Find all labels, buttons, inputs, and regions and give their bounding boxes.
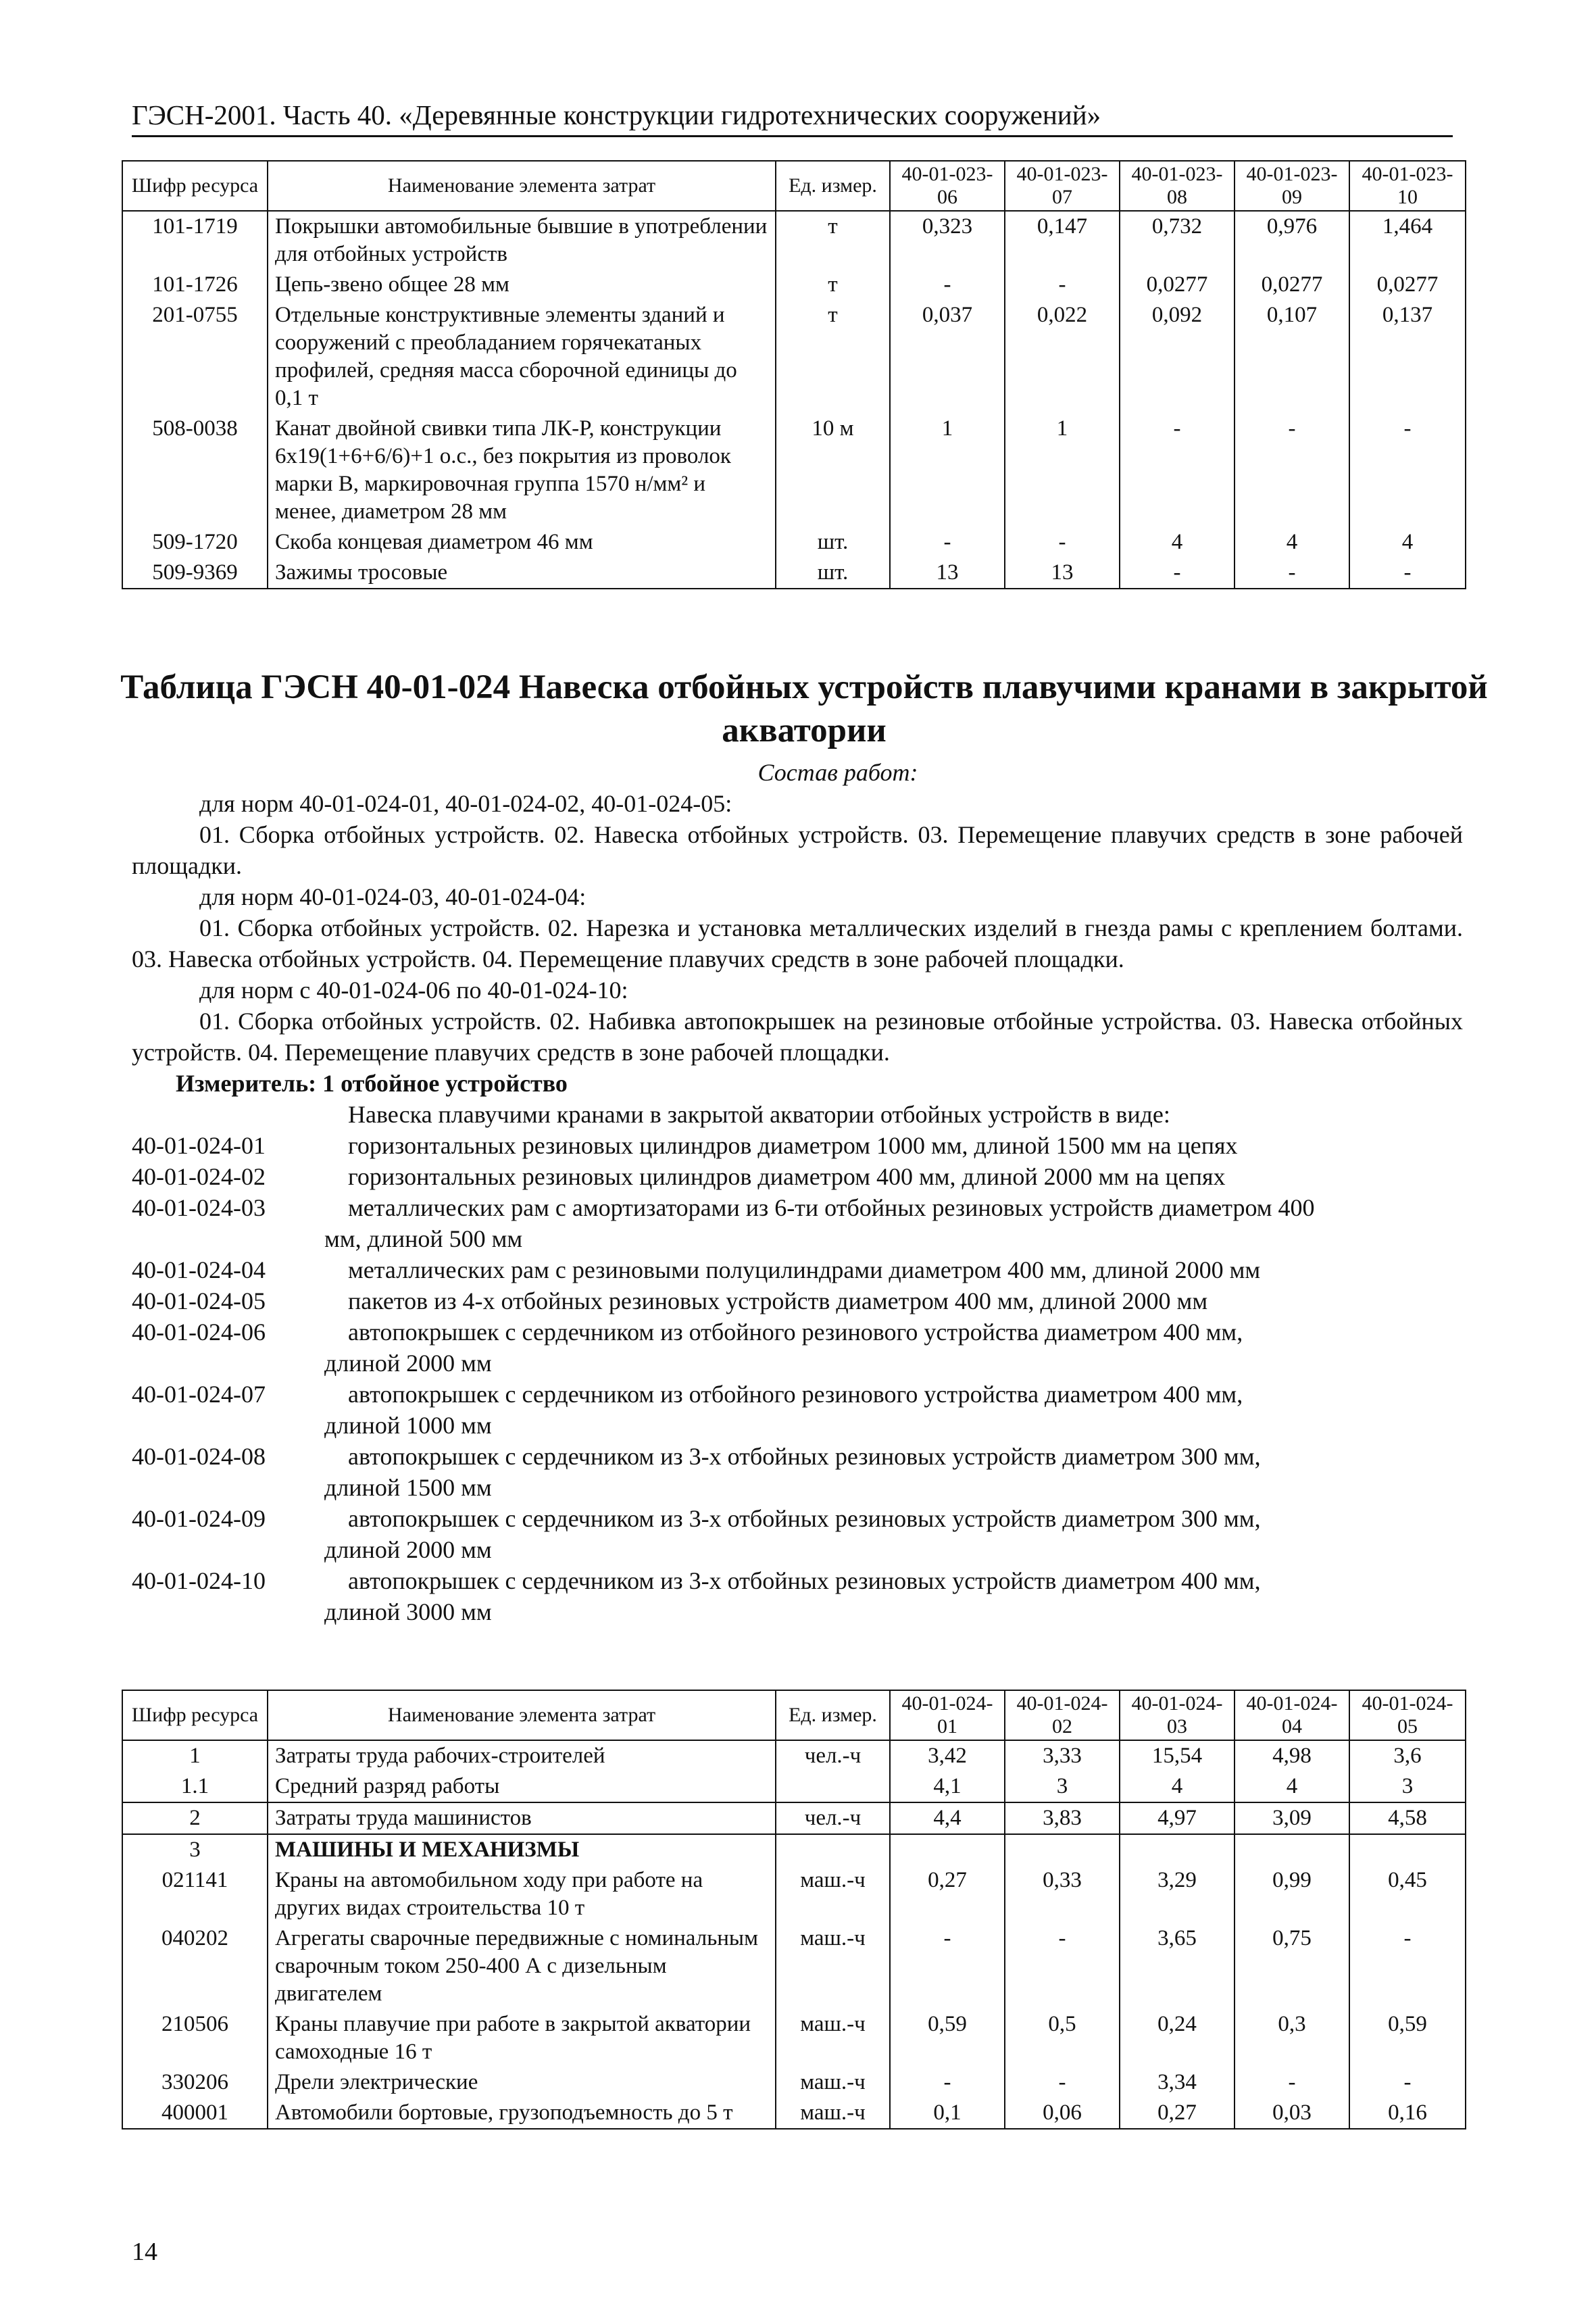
header-norm: 40-01-024-01 [890,1690,1005,1740]
composition-block [132,757,1463,1627]
section-title: Таблица ГЭСН 40-01-024 Навеска отбойных устройств плавучими кранами в закрытой акватории [120,668,1488,749]
cell-value: 0,323 [890,211,1005,270]
norm-desc: горизонтальных резиновых цилиндров диаметром 1000 мм, длиной 1500 мм на цепях [348,1132,1238,1159]
cell-value: - [1005,1923,1120,2009]
norm-desc-cont: длиной 2000 мм [324,1536,492,1563]
cell-value: 0,24 [1120,2009,1235,2067]
table-row [122,2067,1466,2098]
norm-code: 40-01-024-07 [132,1381,266,1408]
cell-code: 330206 [122,2067,268,2098]
cell-value: 1 [1005,414,1120,527]
cell-name: Средний разряд работы [268,1771,776,1802]
cell-code: 201-0755 [122,300,268,414]
norm-code: 40-01-024-05 [132,1287,266,1314]
resource-table-024 [122,1690,1466,2130]
norm-code: 40-01-024-03 [132,1194,266,1221]
cell-value: 3,6 [1349,1740,1466,1771]
cell-value: 0,59 [890,2009,1005,2067]
norm-desc-cont: мм, длиной 500 мм [324,1225,523,1252]
norm-item [132,1379,1463,1441]
cell-value: 0,27 [890,1865,1005,1923]
cell-value: 0,037 [890,300,1005,414]
header-name: Наименование элемента затрат [268,1690,776,1740]
composition-heading: Состав работ: [757,759,918,786]
cell-value: - [1235,2067,1349,2098]
cell-name: МАШИНЫ И МЕХАНИЗМЫ [268,1834,776,1865]
cell-unit: маш.-ч [776,1923,890,2009]
header-norm: 40-01-024-02 [1005,1690,1120,1740]
cell-code: 040202 [122,1923,268,2009]
cell-value: - [1005,527,1120,558]
cell-value: 3,09 [1235,1802,1349,1834]
cell-value: 0,06 [1005,2098,1120,2129]
norm-desc: автопокрышек с сердечником из 3-х отбойных резиновых устройств диаметром 400 мм, [348,1567,1261,1594]
cell-name: Дрели электрические [268,2067,776,2098]
header-norm: 40-01-024-04 [1235,1690,1349,1740]
norm-code: 40-01-024-04 [132,1256,266,1283]
cell-unit: чел.-ч [776,1740,890,1771]
cell-unit: 10 м [776,414,890,527]
cell-value: 3,65 [1120,1923,1235,2009]
cell-unit: маш.-ч [776,2098,890,2129]
cell-code: 509-1720 [122,527,268,558]
cell-value: 0,137 [1349,300,1466,414]
cell-name: Краны на автомобильном ходу при работе на других видах строительства 10 т [268,1865,776,1923]
cell-code: 2 [122,1802,268,1834]
cell-value [1235,1834,1349,1865]
cell-value: 0,3 [1235,2009,1349,2067]
cell-code: 1.1 [122,1771,268,1802]
running-header: ГЭСН-2001. Часть 40. «Деревянные конструкции гидротехнических сооружений» [132,99,1453,137]
cell-value: - [890,527,1005,558]
table-row [122,1865,1466,1923]
cell-unit: т [776,270,890,300]
cell-value: 0,5 [1005,2009,1120,2067]
cell-value: 0,092 [1120,300,1235,414]
cell-value: 0,16 [1349,2098,1466,2129]
norm-desc: автопокрышек с сердечником из 3-х отбойных резиновых устройств диаметром 300 мм, [348,1443,1261,1470]
norm-code: 40-01-024-01 [132,1132,266,1159]
cell-value: 3,42 [890,1740,1005,1771]
table-row [122,1834,1466,1865]
cell-value: 0,107 [1235,300,1349,414]
cell-value: - [1235,414,1349,527]
cell-unit: чел.-ч [776,1802,890,1834]
resource-table-023 [122,160,1466,589]
cell-value: - [1349,414,1466,527]
norm-desc: металлических рам с амортизаторами из 6-ти отбойных резиновых устройств диаметром 400 [348,1194,1315,1221]
cell-value: 1,464 [1349,211,1466,270]
cell-value: - [1120,414,1235,527]
cell-name: Канат двойной свивки типа ЛК-Р, конструкции 6х19(1+6+6/6)+1 о.с., без покрытия из проволок марки В, маркировочная группа 1570 н/мм² и менее, диаметром 28 мм [268,414,776,527]
norm-code: 40-01-024-06 [132,1319,266,1346]
norm-item [132,1565,1463,1627]
group-label: для норм 40-01-024-03, 40-01-024-04: [199,883,587,910]
header-norm: 40-01-024-05 [1349,1690,1466,1740]
table-header-row [122,161,1466,211]
header-unit: Ед. измер. [776,161,890,211]
table-row [122,211,1466,270]
norm-code: 40-01-024-02 [132,1163,266,1190]
cell-name: Затраты труда машинистов [268,1802,776,1834]
cell-code: 3 [122,1834,268,1865]
cell-value [1349,1834,1466,1865]
cell-name: Затраты труда рабочих-строителей [268,1740,776,1771]
cell-unit: т [776,300,890,414]
table-row [122,2009,1466,2067]
norm-desc-cont: длиной 1000 мм [324,1412,492,1439]
cell-value: 0,976 [1235,211,1349,270]
cell-code: 101-1726 [122,270,268,300]
cell-name: Зажимы тросовые [268,558,776,589]
cell-value: - [890,1923,1005,2009]
cell-value: 3,33 [1005,1740,1120,1771]
cell-value: 0,732 [1120,211,1235,270]
cell-value [1005,1834,1120,1865]
table-row [122,414,1466,527]
group-label: для норм 40-01-024-01, 40-01-024-02, 40-01-024-05: [199,790,732,817]
cell-value: 4,4 [890,1802,1005,1834]
cell-value: 0,45 [1349,1865,1466,1923]
group-label: для норм с 40-01-024-06 по 40-01-024-10: [199,977,628,1004]
cell-value: 4,58 [1349,1802,1466,1834]
norm-item [132,1503,1463,1565]
page-number: 14 [132,2238,157,2266]
group-text: 01. Сборка отбойных устройств. 02. Навеска отбойных устройств. 03. Перемещение плавучих средств в зоне рабочей площадки. [132,821,1463,879]
norms-intro: Навеска плавучими кранами в закрытой акватории отбойных устройств в виде: [348,1101,1170,1128]
cell-value: - [1005,2067,1120,2098]
header-code: Шифр ресурса [122,1690,268,1740]
norm-desc-cont: длиной 2000 мм [324,1350,492,1377]
header-norm: 40-01-023-07 [1005,161,1120,211]
cell-value: 15,54 [1120,1740,1235,1771]
cell-value [1120,1834,1235,1865]
table-header-row [122,1690,1466,1740]
cell-value: 13 [1005,558,1120,589]
header-code: Шифр ресурса [122,161,268,211]
header-name: Наименование элемента затрат [268,161,776,211]
table-row [122,270,1466,300]
table-row [122,1802,1466,1834]
cell-unit: маш.-ч [776,2067,890,2098]
table-row [122,527,1466,558]
group-text: 01. Сборка отбойных устройств. 02. Нарезка и установка металлических изделий в гнезда рамы с креплением болтами. 03. Навеска отбойных устройств. 04. Перемещение плавучих средств в зоне рабочей площадки. [132,914,1463,973]
cell-value: 0,147 [1005,211,1120,270]
norm-desc: пакетов из 4-х отбойных резиновых устройств диаметром 400 мм, длиной 2000 мм [348,1287,1208,1314]
norm-item [132,1130,1463,1161]
cell-code: 021141 [122,1865,268,1923]
cell-name: Автомобили бортовые, грузоподъемность до 5 т [268,2098,776,2129]
cell-name: Краны плавучие при работе в закрытой акватории самоходные 16 т [268,2009,776,2067]
cell-code: 101-1719 [122,211,268,270]
norm-desc-cont: длиной 3000 мм [324,1598,492,1625]
norm-item [132,1285,1463,1316]
table-row [122,558,1466,589]
cell-value: 4,97 [1120,1802,1235,1834]
header-norm: 40-01-023-10 [1349,161,1466,211]
cell-unit [776,1771,890,1802]
norm-code: 40-01-024-08 [132,1443,266,1470]
cell-value: 1 [890,414,1005,527]
cell-value: 3,29 [1120,1865,1235,1923]
norm-code: 40-01-024-09 [132,1505,266,1532]
norm-item [132,1192,1463,1254]
cell-value: - [1235,558,1349,589]
cell-value: 0,33 [1005,1865,1120,1923]
cell-value: 0,022 [1005,300,1120,414]
cell-value: - [1005,270,1120,300]
cell-value [890,1834,1005,1865]
cell-value: 4 [1235,527,1349,558]
table-row [122,300,1466,414]
norm-item [132,1316,1463,1379]
cell-unit: маш.-ч [776,1865,890,1923]
norm-desc: автопокрышек с сердечником из 3-х отбойных резиновых устройств диаметром 300 мм, [348,1505,1261,1532]
cell-name: Цепь-звено общее 28 мм [268,270,776,300]
cell-value: 0,0277 [1120,270,1235,300]
table-row [122,2098,1466,2129]
cell-value: 4 [1120,527,1235,558]
cell-value: - [1349,2067,1466,2098]
cell-value: 0,0277 [1349,270,1466,300]
header-norm: 40-01-023-09 [1235,161,1349,211]
cell-value: 0,99 [1235,1865,1349,1923]
cell-value: 4 [1349,527,1466,558]
norm-desc: автопокрышек с сердечником из отбойного резинового устройства диаметром 400 мм, [348,1319,1243,1346]
cell-value: 0,59 [1349,2009,1466,2067]
measure-unit: Измеритель: 1 отбойное устройство [176,1070,568,1097]
norm-code: 40-01-024-10 [132,1567,266,1594]
norm-item [132,1254,1463,1285]
cell-value: 13 [890,558,1005,589]
cell-name: Покрышки автомобильные бывшие в употреблении для отбойных устройств [268,211,776,270]
cell-value: 4 [1235,1771,1349,1802]
cell-unit: маш.-ч [776,2009,890,2067]
cell-unit: т [776,211,890,270]
cell-value: 4,1 [890,1771,1005,1802]
cell-value: 3,83 [1005,1802,1120,1834]
cell-value: 0,75 [1235,1923,1349,2009]
cell-name: Отдельные конструктивные элементы зданий и сооружений с преобладанием горячекатаных профилей, средняя масса сборочной единицы до 0,1 т [268,300,776,414]
cell-code: 400001 [122,2098,268,2129]
cell-value: - [890,2067,1005,2098]
cell-name: Скоба концевая диаметром 46 мм [268,527,776,558]
cell-value: 3 [1005,1771,1120,1802]
cell-unit: шт. [776,558,890,589]
cell-value: - [890,270,1005,300]
cell-unit: шт. [776,527,890,558]
cell-value: 4 [1120,1771,1235,1802]
norm-desc: автопокрышек с сердечником из отбойного резинового устройства диаметром 400 мм, [348,1381,1243,1408]
header-unit: Ед. измер. [776,1690,890,1740]
cell-value: 0,1 [890,2098,1005,2129]
norm-desc-cont: длиной 1500 мм [324,1474,492,1501]
cell-unit [776,1834,890,1865]
norm-desc: металлических рам с резиновыми полуцилиндрами диаметром 400 мм, длиной 2000 мм [348,1256,1261,1283]
norm-desc: горизонтальных резиновых цилиндров диаметром 400 мм, длиной 2000 мм на цепях [348,1163,1226,1190]
table-row [122,1923,1466,2009]
norm-item [132,1161,1463,1192]
cell-value: - [1349,1923,1466,2009]
cell-value: 3,34 [1120,2067,1235,2098]
cell-name: Агрегаты сварочные передвижные с номинальным сварочным током 250-400 А с дизельным двигателем [268,1923,776,2009]
cell-value: 0,27 [1120,2098,1235,2129]
header-norm: 40-01-024-03 [1120,1690,1235,1740]
norm-item [132,1441,1463,1503]
cell-value: 0,03 [1235,2098,1349,2129]
cell-code: 508-0038 [122,414,268,527]
cell-value: - [1120,558,1235,589]
cell-value: 3 [1349,1771,1466,1802]
cell-value: 0,0277 [1235,270,1349,300]
group-text: 01. Сборка отбойных устройств. 02. Набивка автопокрышек на резиновые отбойные устройства. 03. Навеска отбойных устройств. 04. Перемещение плавучих средств в зоне рабочей площадки. [132,1008,1463,1066]
cell-code: 210506 [122,2009,268,2067]
cell-value: 4,98 [1235,1740,1349,1771]
table-row [122,1771,1466,1802]
table-row [122,1740,1466,1771]
cell-code: 509-9369 [122,558,268,589]
header-norm: 40-01-023-08 [1120,161,1235,211]
cell-code: 1 [122,1740,268,1771]
header-norm: 40-01-023-06 [890,161,1005,211]
cell-value: - [1349,558,1466,589]
